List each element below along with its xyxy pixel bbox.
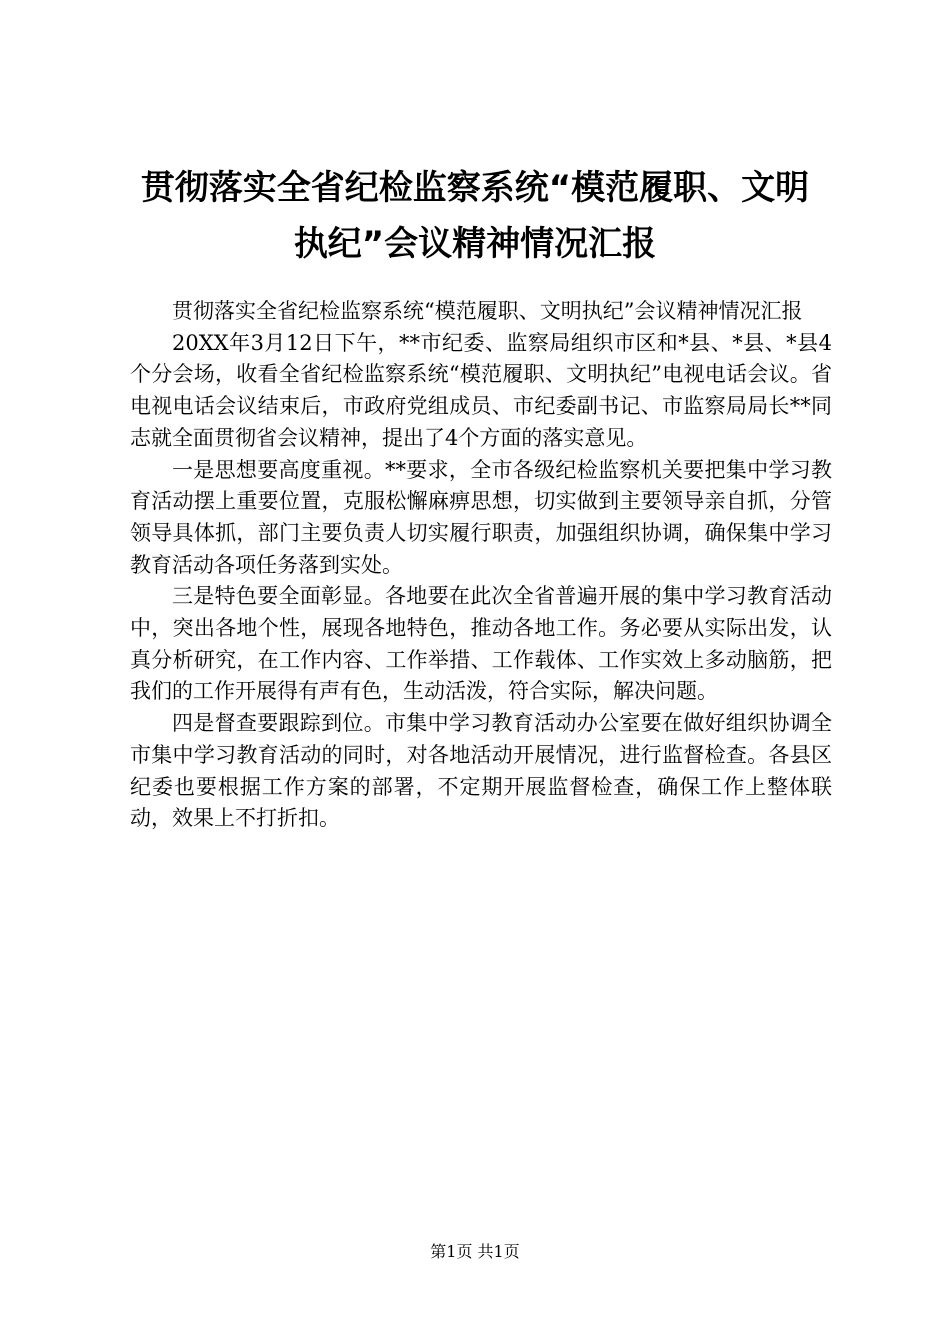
document-title [112, 160, 838, 272]
paragraph-point-one: 一是思想要高度重视。**要求，全市各级纪检监察机关要把集中学习教育活动摆上重要位置，克服松懈麻痹思想，切实做到主要领导亲自抓，分管领导具体抓，部门主要负责人切实履行职责，加强组织协调，确保集中学习教育活动各项任务落到实处。 [130, 457, 832, 577]
paragraph-point-four: 四是督查要跟踪到位。市集中学习教育活动办公室要在做好组织协调全市集中学习教育活动的同时，对各地活动开展情况，进行监督检查。各县区纪委也要根据工作方案的部署，不定期开展监督检查，确保工作上整体联动，效果上不打折扣。 [130, 711, 832, 831]
document-body [130, 296, 832, 835]
document-title-line-1: 贯彻落实全省纪检监察系统“模范履职、文明 [140, 168, 810, 208]
paragraph-point-three: 三是特色要全面彰显。各地要在此次全省普遍开展的集中学习教育活动中，突出各地个性，展现各地特色，推动各地工作。务必要从实际出发，认真分析研究，在工作内容、工作举措、工作载体、工作实效上多动脑筋，把我们的工作开展得有声有色，生动活泼，符合实际，解决问题。 [130, 584, 832, 704]
paragraph-subtitle: 贯彻落实全省纪检监察系统“模范履职、文明执纪”会议精神情况汇报 [172, 299, 803, 323]
page-footer: 第1页 共1页 [430, 1242, 520, 1261]
document-title-line-2: 执纪”会议精神情况汇报 [293, 224, 657, 264]
paragraph-intro: 20XX年3月12日下午，**市纪委、监察局组织市区和*县、*县、*县4个分会场，收看全省纪检监察系统“模范履职、文明执纪”电视电话会议。省电视电话会议结束后，市政府党组成员、市纪委副书记、市监察局局长**同志就全面贯彻省会议精神，提出了4个方面的落实意见。 [130, 330, 832, 450]
